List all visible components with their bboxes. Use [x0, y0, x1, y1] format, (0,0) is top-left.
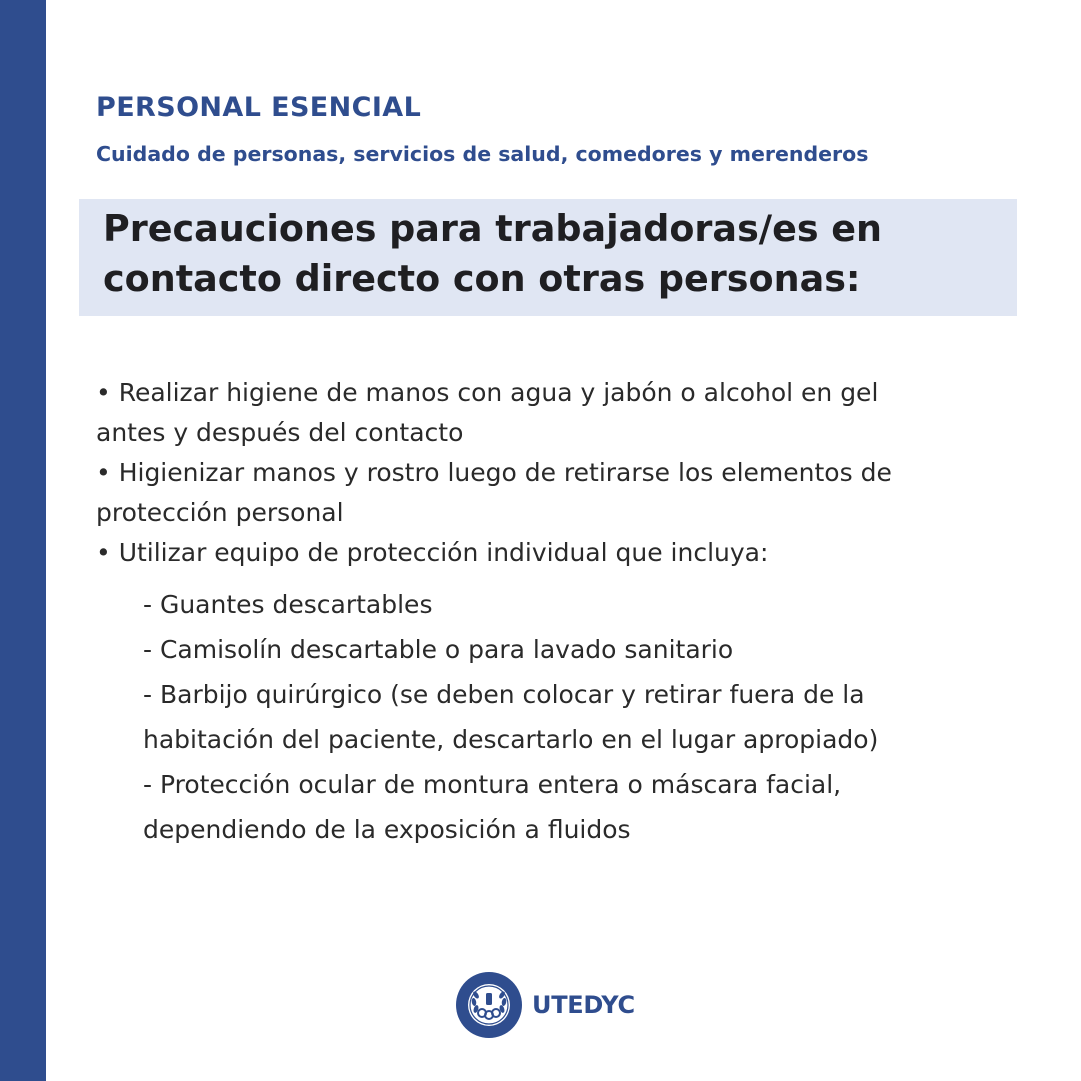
- sub-item-line: - Barbijo quirúrgico (se deben colocar y retirar fuera de la: [143, 680, 865, 709]
- side-accent-bar: [0, 0, 46, 1081]
- subcategory-heading: Cuidado de personas, servicios de salud, comedores y merenderos: [96, 142, 869, 166]
- sub-item-line: habitación del paciente, descartarlo en el lugar apropiado): [143, 725, 879, 754]
- sub-item-line: - Protección ocular de montura entera o máscara facial,: [143, 770, 842, 799]
- title-band: [79, 199, 1017, 316]
- bullet-line: antes y después del contacto: [96, 418, 464, 447]
- sub-item-line: - Guantes descartables: [143, 590, 433, 619]
- bullet-line: protección personal: [96, 498, 344, 527]
- title-line-2: contacto directo con otras personas:: [103, 257, 861, 300]
- category-heading: PERSONAL ESENCIAL: [96, 92, 422, 123]
- union-seal-icon: [455, 971, 523, 1039]
- title-line-1: Precauciones para trabajadoras/es en: [103, 207, 883, 250]
- sub-item-line: dependiendo de la exposición a fluidos: [143, 815, 631, 844]
- sub-item-line: - Camisolín descartable o para lavado sanitario: [143, 635, 734, 664]
- bullet-line: • Higienizar manos y rostro luego de retirarse los elementos de: [96, 458, 892, 487]
- logo-wordmark: UTEDYC: [532, 991, 635, 1019]
- bullet-line: • Utilizar equipo de protección individual que incluya:: [96, 538, 769, 567]
- bullet-line: • Realizar higiene de manos con agua y jabón o alcohol en gel: [96, 378, 879, 407]
- utedyc-logo: [455, 971, 635, 1039]
